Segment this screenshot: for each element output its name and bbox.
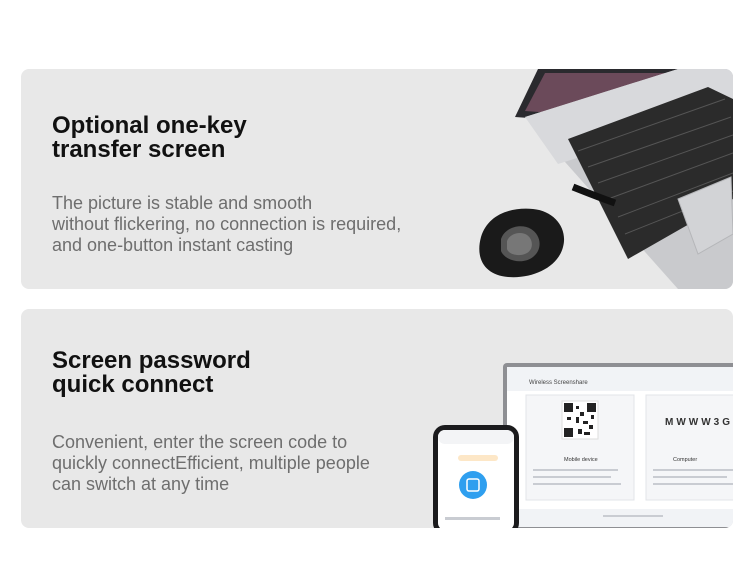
laptop-dongle-illustration — [463, 69, 733, 289]
feature-title: Screen password quick connect — [52, 347, 251, 398]
feature-card-password — [21, 309, 733, 528]
feature-description: Convenient, enter the screen code to quickly connectEfficient, multiple people can switch at any time — [52, 432, 370, 494]
feature-card-one-key — [21, 69, 733, 289]
screen-phone-illustration — [433, 309, 733, 528]
window-title: Wireless Screenshare — [529, 380, 588, 386]
mobile-device-label: Mobile device — [564, 457, 598, 463]
feature-title: Optional one-key transfer screen — [52, 112, 247, 163]
computer-label: Computer — [673, 457, 698, 463]
feature-description: The picture is stable and smooth without flickering, no connection is required, and one-button instant casting — [52, 193, 402, 255]
screen-code: MWWW3G — [665, 417, 733, 428]
